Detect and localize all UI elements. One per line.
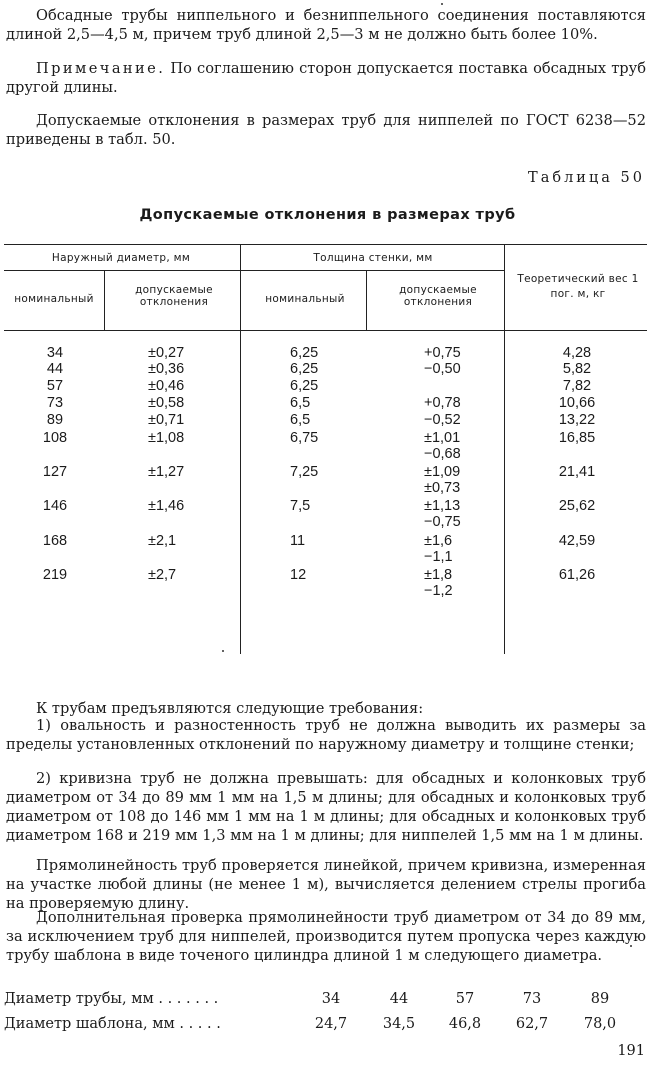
cell-diameter: 57 [46,378,64,394]
cell-diameter: 73 [46,395,64,411]
cell-diameter: 44 [46,361,64,377]
table-divider [240,244,241,654]
cell-thickness: 6,5 [290,395,311,411]
template-value: 62,7 [515,1016,549,1032]
table-label: Таблица 50 [528,170,645,186]
cell-thickness-tolerance-lower: ±0,73 [424,480,461,496]
cell-diameter: 108 [42,430,68,446]
cell-thickness-tolerance: −0,50 [424,361,461,377]
cell-thickness-tolerance: ±1,13 [424,498,461,514]
pipe-value: 89 [590,991,610,1007]
cell-diameter-tolerance: ±0,58 [148,395,185,411]
cell-thickness-tolerance: ±1,01 [424,430,461,446]
cell-diameter-tolerance: ±0,71 [148,412,185,428]
requirement-1: 1) овальность и разностенность труб не должна выводить их размеры за пределы установленных отклонений по наружному диаметру и толщине стенки; [6,717,646,753]
page-number: 191 [617,1043,645,1059]
cell-thickness: 6,75 [290,430,319,446]
cell-diameter-tolerance: ±0,27 [148,345,185,361]
note-paragraph [6,59,646,97]
note-label: Примечание. [36,60,166,77]
requirement-2: 2) кривизна труб не должна превышать: для обсадных и колонковых труб диаметром от 34 до 89 мм 1 мм на 1,5 м длины; для обсадных и колонковых труб диаметром от 108 до 146 мм 1 мм на 1 м длины; для обсадных и колонковых труб диаметром 168 и 219 мм 1,3 мм на 1 м длины; для ниппелей 1,5 мм на 1 м длины. [6,770,646,844]
cell-diameter-tolerance: ±0,46 [148,378,185,394]
cell-diameter-tolerance: ±1,27 [148,464,185,480]
cell-weight: 7,82 [562,378,592,394]
cell-diameter-tolerance: ±0,36 [148,361,185,377]
cell-thickness-tolerance-lower: −1,2 [424,583,453,599]
header-wall-thickness: Толщина стенки, мм [313,252,433,264]
pipe-value: 44 [389,991,409,1007]
template-value: 24,7 [314,1016,348,1032]
template-diameter-row [0,1015,655,1035]
cell-weight: 42,59 [558,533,596,549]
cell-thickness-tolerance-lower: −1,1 [424,549,453,565]
table-header-mid-rule [4,270,504,271]
template-diameter-label: Диаметр шаблона, мм . . . . . [4,1016,221,1032]
print-speck [441,3,443,5]
pipe-diameter-label: Диаметр трубы, мм . . . . . . . [4,991,219,1007]
cell-thickness: 12 [290,567,307,583]
table-title: Допускаемые отклонения в размерах труб [139,207,516,223]
cell-diameter: 146 [42,498,68,514]
cell-thickness: 6,25 [290,345,319,361]
cell-diameter-tolerance: ±2,1 [148,533,177,549]
table-top-rule [4,244,647,245]
pipe-value: 73 [522,991,542,1007]
paragraph-extra-check: Дополнительная проверка прямолинейности труб диаметром от 34 до 89 мм, за исключением труб для ниппелей, производится путем пропуска через каждую трубу шаблона в виде точеного цилиндра длиной 1 м следующего диаметра. [6,909,646,964]
cell-thickness-tolerance: +0,75 [424,345,461,361]
header-weight: Теоретический вес 1 пог. м, кг [517,273,639,300]
paragraph-table-ref: Допускаемые отклонения в размерах труб для ниппелей по ГОСТ 6238—52 приведены в табл. 50. [6,112,646,148]
header-nominal-diameter: номинальный [14,293,94,305]
cell-diameter: 168 [42,533,68,549]
template-value: 34,5 [382,1016,416,1032]
cell-thickness: 6,25 [290,378,319,394]
cell-thickness: 6,25 [290,361,319,377]
cell-thickness-tolerance: ±1,09 [424,464,461,480]
template-value: 78,0 [583,1016,617,1032]
cell-thickness: 11 [290,533,306,549]
cell-thickness: 6,5 [290,412,311,428]
cell-weight: 13,22 [558,412,596,428]
cell-thickness-tolerance-lower: −0,75 [424,514,461,530]
requirements-intro: К трубам предъявляются следующие требования: [36,700,424,717]
print-speck [222,650,224,652]
note-text: По соглашению сторон допускается поставка обсадных труб другой длины. [6,60,646,96]
cell-weight: 25,62 [558,498,596,514]
cell-diameter: 89 [46,412,64,428]
cell-thickness-tolerance: −0,52 [424,412,461,428]
cell-weight: 10,66 [558,395,596,411]
header-thickness-tolerance: допускаемые отклонения [399,284,477,308]
cell-diameter: 127 [42,464,68,480]
pipe-value: 57 [455,991,475,1007]
cell-diameter-tolerance: ±1,08 [148,430,185,446]
cell-thickness-tolerance: ±1,8 [424,567,453,583]
header-outer-diameter: Наружный диаметр, мм [51,252,191,264]
cell-weight: 4,28 [562,345,592,361]
cell-weight: 16,85 [558,430,596,446]
pipe-value: 34 [321,991,341,1007]
cell-weight: 21,41 [558,464,596,480]
cell-thickness-tolerance: +0,78 [424,395,461,411]
header-diameter-tolerance: допускаемые отклонения [135,284,213,308]
cell-diameter-tolerance: ±2,7 [148,567,177,583]
table-divider [504,244,505,654]
cell-weight: 5,82 [562,361,592,377]
table-header-bottom-rule [4,330,647,331]
table-divider [104,270,105,331]
cell-diameter: 34 [46,345,64,361]
cell-thickness: 7,25 [290,464,319,480]
template-value: 46,8 [448,1016,482,1032]
header-nominal-thickness: номинальный [265,293,345,305]
cell-thickness-tolerance: ±1,6 [424,533,453,549]
cell-thickness: 7,5 [290,498,311,514]
cell-thickness-tolerance-lower: −0,68 [424,446,461,462]
cell-weight: 61,26 [558,567,596,583]
cell-diameter: 219 [42,567,68,583]
paragraph-length: Обсадные трубы ниппельного и безниппельного соединения поставляются длиной 2,5—4,5 м, причем труб длиной 2,5—3 м не должно быть более 10%. [6,7,646,43]
paragraph-straightness: Прямолинейность труб проверяется линейкой, причем кривизна, измеренная на участке любой длины (не менее 1 м), вычисляется делением стрелы прогиба на проверяемую длину. [6,857,646,912]
cell-diameter-tolerance: ±1,46 [148,498,185,514]
table-divider [366,270,367,331]
pipe-diameter-row [0,990,655,1010]
